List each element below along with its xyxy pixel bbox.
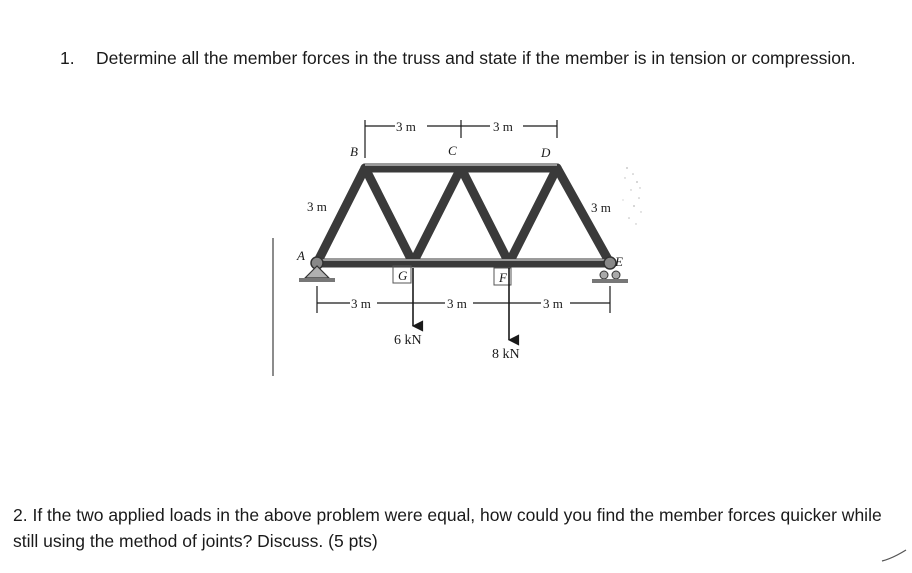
- member-fd: [509, 168, 557, 263]
- joint-label-d: D: [541, 145, 551, 160]
- member-cf: [461, 168, 509, 263]
- dim-bottom-3: 3 m: [543, 296, 563, 311]
- member-gc: [413, 168, 461, 263]
- truss-figure: [265, 108, 645, 378]
- load-label-f: 8 kN: [492, 347, 520, 362]
- question-1-text: Determine all the member forces in the truss and state if the member is in tension or compression.: [96, 48, 856, 68]
- dim-height-left: 3 m: [307, 199, 327, 214]
- load-label-g: 6 kN: [394, 333, 422, 348]
- scan-noise: [622, 167, 641, 225]
- member-de: [557, 168, 610, 263]
- joint-label-g: G: [398, 268, 408, 283]
- member-ab: [317, 168, 365, 263]
- member-bg: [365, 168, 413, 263]
- joint-label-b: B: [350, 144, 358, 159]
- dim-bottom-2: 3 m: [447, 296, 467, 311]
- dim-height-right: 3 m: [591, 200, 611, 215]
- joint-label-c: C: [448, 143, 457, 158]
- joint-label-f: F: [499, 270, 507, 285]
- question-2: 2. If the two applied loads in the above problem were equal, how could you find the member forces quicker while still using the method of joints? Discuss. (5 pts): [13, 505, 882, 551]
- joint-label-a: A: [297, 248, 305, 263]
- truss-members: [317, 168, 610, 263]
- dim-top-left: 3 m: [396, 119, 416, 134]
- question-1-number: 1.: [60, 48, 75, 68]
- pen-stroke-mark: [880, 548, 908, 564]
- truss-diagram: [265, 108, 645, 378]
- joint-label-e: E: [615, 254, 623, 269]
- dim-bottom-1: 3 m: [351, 296, 371, 311]
- dim-top-right: 3 m: [493, 119, 513, 134]
- top-dimension-line: [365, 120, 557, 158]
